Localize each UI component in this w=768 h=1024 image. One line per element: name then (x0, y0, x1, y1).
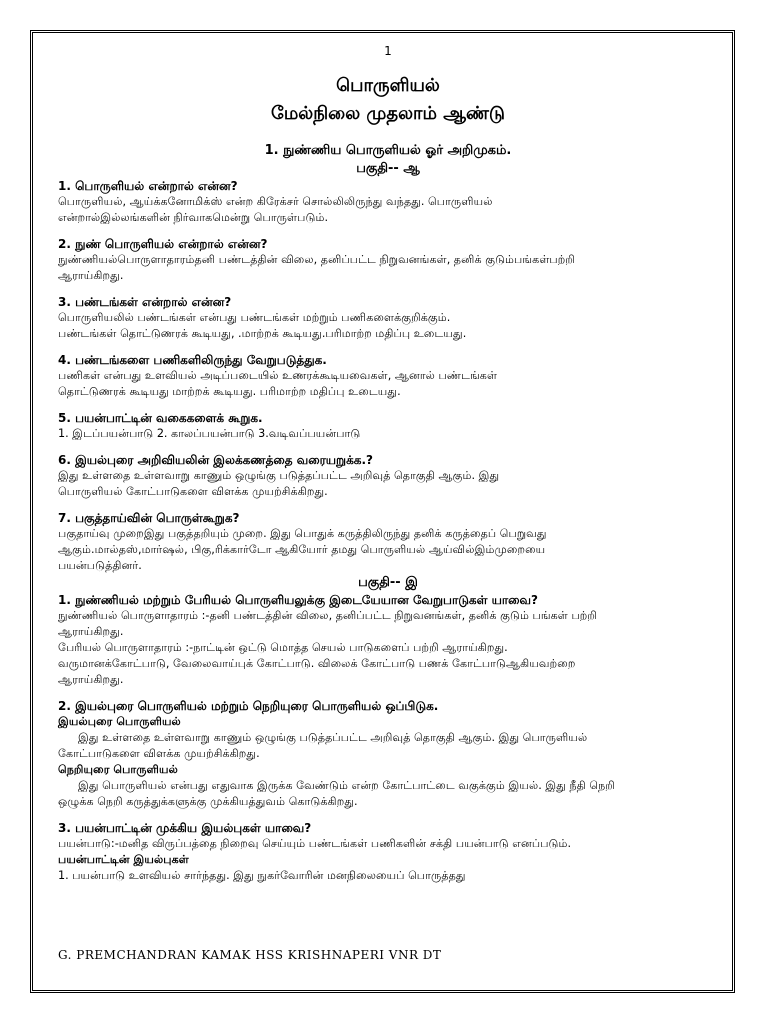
question-text: 3. பண்டங்கள் என்றால் என்ன? (58, 295, 232, 309)
question-text: 7. பகுத்தாய்வின் பொருள்கூறுக? (58, 511, 240, 525)
answer-text: கோட்பாடுகளை விளக்க முயற்சிக்கிறது. (58, 747, 260, 760)
chapter-title: 1. நுண்ணிய பொருளியல் ஓர் அறிமுகம். (264, 143, 512, 158)
document-body (58, 44, 718, 884)
answer-text: ஆராய்கிறது. (58, 673, 124, 686)
answer-text: இது உள்ளதை உள்ளவாறு காணும் ஒழுங்கு படுத்தப்பட்ட அறிவுத் தொகுதி ஆகும். இது பொருளியல் (78, 731, 588, 744)
answer-text: நுண்ணியல் பொருளாதாரம் :-தனி பண்டத்தின் விலை, தனிப்பட்ட நிறுவனங்கள், தனிக் குடும் பங்கள் பற்றி (58, 609, 598, 622)
answer-text: பொருளியலில் பண்டங்கள் என்பது பண்டங்கள் மற்றும் பணிகளைக்குறிக்கும். (58, 311, 451, 324)
answer-text: பயன்படுத்தினர். (58, 559, 142, 572)
answer-text: பகுதாய்வு முறைஇது பகுத்தறியும் முறை. இது பொதுக் கருத்திலிருந்து தனிக் கருத்தைப் பெறுவது (58, 527, 547, 540)
question-block (58, 820, 718, 884)
question-block (58, 452, 718, 500)
answer-text: இது உள்ளதை உள்ளவாறு காணும் ஒழுங்கு படுத்தப்பட்ட அறிவுத் தொகுதி ஆகும். இது (58, 469, 500, 482)
answer-text: தொட்டுணரக் கூடியது மாற்றக் கூடியது. பரிமாற்ற மதிப்பு உடையது. (58, 385, 401, 398)
part-b-heading: பகுதி-- இ (358, 575, 418, 590)
question-text: 3. பயன்பாட்டின் முக்கிய இயல்புகள் யாவை? (58, 821, 312, 835)
footer-author: G. PREMCHANDRAN KAMAK HSS KRISHNAPERI VNR DT (58, 948, 442, 962)
answer-text: பயன்பாடு:-மனித விருப்பத்தை நிறைவு செய்யும் பண்டங்கள் பணிகளின் சக்தி பயன்பாடு எனப்படும். (58, 837, 572, 850)
answer-text: என்றால்இல்லங்களின் நிர்வாகமென்று பொருள்படும். (58, 211, 329, 224)
question-text: 6. இயல்புரை அறிவியலின் இலக்கணத்தை வரையறுக்க.? (58, 453, 373, 467)
part-a-heading: பகுதி-- ஆ (356, 161, 420, 176)
answer-text: 1. இடப்பயன்பாடு 2. காலப்பயன்பாடு 3.வடிவப்பயன்பாடு (58, 427, 361, 440)
answer-text: ஆகும்.மால்தஸ்,மார்ஷல், பிகு,ரிக்கார்டோ ஆகியோர் தமது பொருளியல் ஆய்வில்இம்முறையை (58, 543, 546, 556)
question-block (58, 352, 718, 400)
answer-text: பொருளியல் கோட்பாடுகளை விளக்க முயற்சிக்கிறது. (58, 485, 328, 498)
question-block (58, 592, 718, 688)
question-text: 1. பொருளியல் என்றால் என்ன? (58, 179, 238, 193)
answer-text: ஆராய்கிறது. (58, 625, 124, 638)
answer-text: வருமானக்கோட்பாடு, வேலைவாய்புக் கோட்பாடு. விலைக் கோட்பாடு பணக் கோட்பாடுஆகியவற்றை (58, 657, 576, 670)
sub-heading: நெறியுரை பொருளியல் (58, 763, 178, 776)
answer-text: 1. பயன்பாடு உளவியல் சார்ந்தது. இது நுகர்வோரின் மனநிலையைப் பொருத்தது (58, 869, 466, 882)
answer-text: இது பொருளியல் என்பது எதுவாக இருக்க வேண்டும் என்ற கோட்பாட்டை வகுக்கும் இயல். இது நீதி நெறி (78, 779, 615, 792)
answer-text: நுண்ணியல்பொருளாதாரம்தனி பண்டத்தின் விலை, தனிப்பட்ட நிறுவனங்கள், தனிக் குடும்பங்கள்பற்றி (58, 253, 575, 266)
answer-text: ஒழுக்க நெறி கருத்துக்களுக்கு முக்கியத்துவம் கொடுக்கிறது. (58, 795, 358, 808)
subject-title: பொருளியல் (336, 75, 440, 96)
sub-heading: பயன்பாட்டின் இயல்புகள் (58, 853, 189, 866)
class-title: மேல்நிலை முதலாம் ஆண்டு (271, 103, 505, 124)
sub-heading: இயல்புரை பொருளியல் (58, 715, 181, 728)
question-block (58, 178, 718, 226)
question-text: 4. பண்டங்களை பணிகளிலிருந்து வேறுபடுத்துக. (58, 353, 327, 367)
question-block (58, 510, 718, 574)
question-block (58, 410, 718, 442)
page-number: 1 (384, 44, 392, 58)
question-block (58, 294, 718, 342)
question-block (58, 236, 718, 284)
question-text: 1. நுண்ணியல் மற்றும் பேரியல் பொருளியலுக்கு இடையேயான வேறுபாடுகள் யாவை? (58, 593, 538, 607)
answer-text: பொருளியல், ஆய்க்கனோமிக்ஸ் என்ற கிரேக்சர் சொல்லிலிருந்து வந்தது. பொருளியல் (58, 195, 493, 208)
answer-text: பண்டங்கள் தொட்டுணரக் கூடியது, .மாற்றக் கூடியது.பரிமாற்ற மதிப்பு உடையது. (58, 327, 467, 340)
question-text: 2. நுண் பொருளியல் என்றால் என்ன? (58, 237, 268, 251)
question-text: 5. பயன்பாட்டின் வகைகளைக் கூறுக. (58, 411, 263, 425)
question-text: 2. இயல்புரை பொருளியல் மற்றும் நெறியுரை பொருளியல் ஒப்பிடுக. (58, 699, 439, 713)
answer-text: ஆராய்கிறது. (58, 269, 124, 282)
question-block (58, 698, 718, 810)
answer-text: பணிகள் என்பது உளவியல் அடிப்படையில் உணரக்கூடியவைகள், ஆனால் பண்டங்கள் (58, 369, 498, 382)
answer-text: பேரியல் பொருளாதாரம் :-நாட்டின் ஒட்டு மொத்த செயல் பாடுகளைப் பற்றி ஆராய்கிறது. (58, 641, 508, 654)
